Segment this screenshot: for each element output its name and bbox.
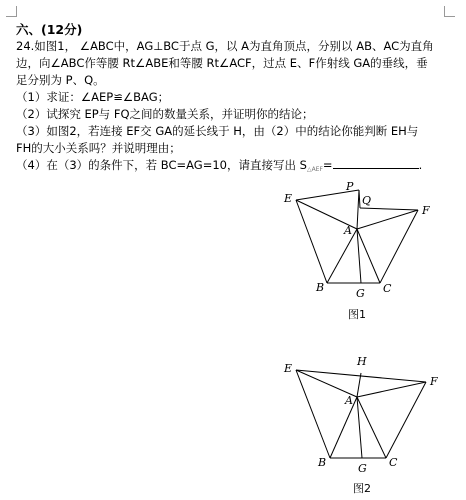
label-point-E: E <box>284 362 293 375</box>
label-point-Q: Q <box>362 194 372 207</box>
question-4-text: （4）在（3）的条件下，若 BC=AG=10，请直接写出 S <box>16 158 307 172</box>
section-heading: 六、(12分) <box>16 22 83 37</box>
problem-intro-line-1: 24.如图1， ∠ABC中，AG⊥BC于点 G，以 A为直角顶点，分别以 AB、AC为直角 <box>16 39 434 53</box>
label-point-C: C <box>389 456 398 469</box>
question-4-end: . <box>418 158 423 172</box>
segment-FA <box>357 382 426 397</box>
figure-1-caption: 图1 <box>348 308 366 321</box>
segment-FC <box>386 382 426 458</box>
label-point-C: C <box>383 282 392 295</box>
question-1: （1）求证：∠AEP≌∠BAG； <box>16 90 170 104</box>
question-4-equals: = <box>322 158 333 172</box>
question-4-subscript: △AEF <box>306 166 323 173</box>
label-point-F: F <box>422 204 430 217</box>
figure-2-caption: 图2 <box>353 482 371 495</box>
label-point-H: H <box>357 355 367 368</box>
question-3-line-2: FH的大小关系吗？并说明理由； <box>16 141 181 155</box>
figure-2-lines <box>296 370 426 458</box>
label-point-G: G <box>356 287 365 300</box>
label-point-G: G <box>358 462 367 475</box>
label-point-P: P <box>346 180 354 193</box>
segment-AH <box>357 373 361 397</box>
label-point-F: F <box>430 375 438 388</box>
label-point-E: E <box>284 192 293 205</box>
question-3-line-1: （3）如图2，若连接 EF交 GA的延长线于 H，由（2）中的结论你能判断 EH与 <box>16 124 419 138</box>
label-point-A: A <box>344 224 352 237</box>
question-2: （2）试探究 EP与 FQ之间的数量关系，并证明你的结论； <box>16 107 314 121</box>
label-point-A: A <box>345 394 353 407</box>
label-point-B: B <box>316 281 325 294</box>
problem-intro-line-2: 边，向∠ABC作等腰 Rt∠ABE和等腰 Rt∠ACF，过点 E、F作射线 GA的垂线，垂 <box>16 56 428 70</box>
label-point-B: B <box>318 456 327 469</box>
problem-intro-line-3: 足分别为 P、Q。 <box>16 73 105 87</box>
